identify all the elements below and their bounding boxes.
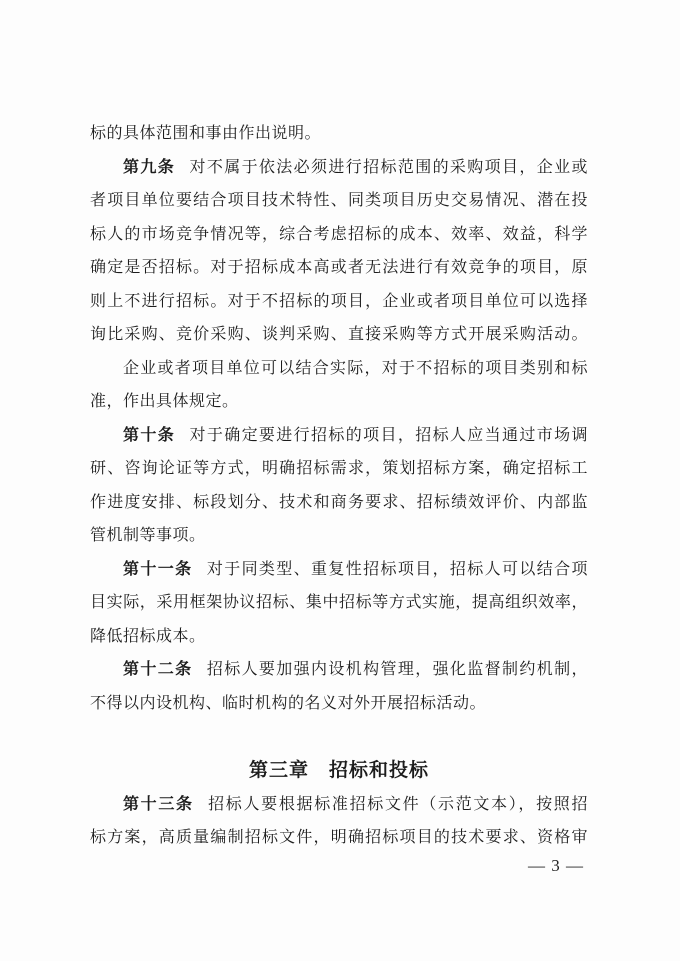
line-text: 确定是否招标。对于招标成本高或者无法进行有效竞争的项目，原 <box>90 259 588 276</box>
line-text: 标方案，高质量编制招标文件，明确招标项目的技术要求、资格审 <box>90 829 588 846</box>
article-number: 第九条 <box>123 158 176 176</box>
line-text: 准，作出具体规定。 <box>90 393 239 410</box>
line-text: 研、咨询论证等方式，明确招标需求，策划招标方案，确定招标工 <box>90 460 588 477</box>
line-text: 对不属于依法必须进行招标范围的采购项目，企业或 <box>189 158 588 176</box>
document-line <box>90 553 588 587</box>
chapter-heading: 第三章 招标和投标 <box>248 760 429 781</box>
document-line <box>90 452 588 486</box>
line-text: 标的具体范围和事由作出说明。 <box>90 125 322 142</box>
document-line <box>90 519 588 553</box>
document-body <box>90 117 588 855</box>
document-line <box>90 419 588 453</box>
article-number: 第十条 <box>123 426 176 444</box>
line-text: 对于同类型、重复性招标项目，招标人可以结合项 <box>206 560 588 578</box>
document-line <box>90 653 588 687</box>
line-text: 对于确定要进行招标的项目，招标人应当通过市场调 <box>189 426 588 444</box>
line-text: 者项目单位要结合项目技术特性、同类项目历史交易情况、潜在投 <box>90 192 588 209</box>
line-text: 降低招标成本。 <box>90 627 206 645</box>
document-line <box>90 620 588 654</box>
document-line <box>90 318 588 352</box>
document-line <box>90 117 588 151</box>
line-text: 询比采购、竞价采购、谈判采购、直接采购等方式开展采购活动。 <box>90 326 588 343</box>
document-line <box>90 352 588 386</box>
line-text: 管机制等事项。 <box>90 527 206 544</box>
line-text: 招标人要根据标准招标文件（示范文本），按照招 <box>208 795 588 813</box>
document-line <box>90 821 588 855</box>
document-line <box>90 486 588 520</box>
document-line <box>90 151 588 185</box>
document-line <box>90 687 588 721</box>
line-text: 作进度安排、标段划分、技术和商务要求、招标绩效评价、内部监 <box>90 493 588 511</box>
document-line <box>90 385 588 419</box>
page-number: — 3 — <box>528 856 584 875</box>
document-line <box>90 285 588 319</box>
line-text: 目实际，采用框架协议招标、集中招标等方式实施，提高组织效率， <box>90 594 588 611</box>
article-number: 第十一条 <box>123 560 193 578</box>
article-number: 第十二条 <box>123 661 193 678</box>
line-text: 标人的市场竞争情况等，综合考虑招标的成本、效率、效益，科学 <box>90 225 588 243</box>
line-text: 不得以内设机构、临时机构的名义对外开展招标活动。 <box>90 694 487 712</box>
document-line <box>90 184 588 218</box>
document-line <box>90 788 588 822</box>
article-number: 第十三条 <box>123 795 194 813</box>
document-line <box>90 218 588 252</box>
document-line <box>90 586 588 620</box>
line-text: 招标人要加强内设机构管理，强化监督制约机制， <box>206 661 588 678</box>
document-line <box>90 251 588 285</box>
line-text: 企业或者项目单位可以结合实际，对于不招标的项目类别和标 <box>123 359 588 377</box>
line-text: 则上不进行招标。对于不招标的项目，企业或者项目单位可以选择 <box>90 292 588 310</box>
